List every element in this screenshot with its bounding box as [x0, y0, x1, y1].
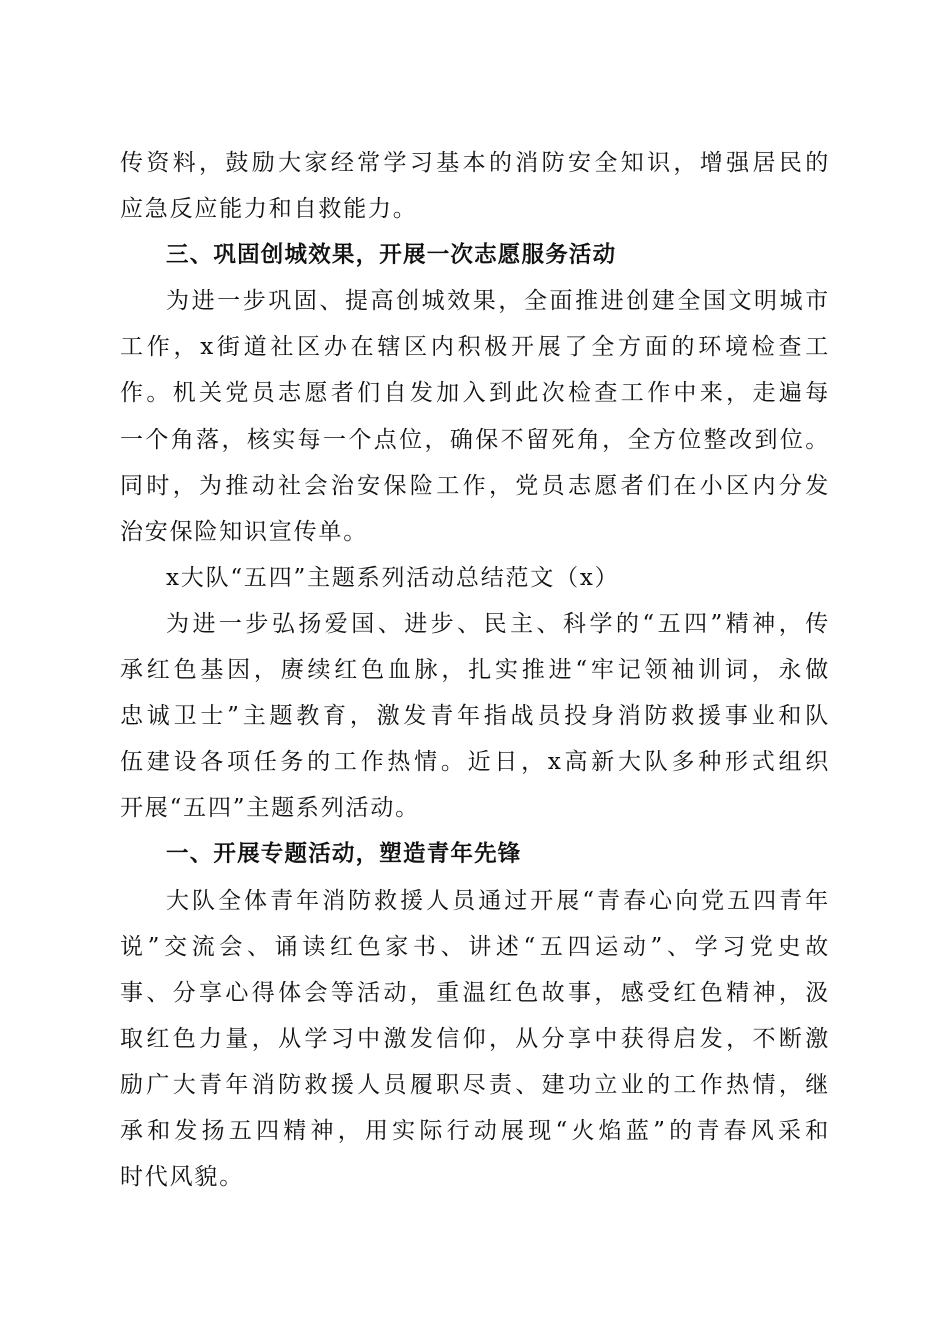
paragraph-intro — [120, 601, 830, 831]
document-body — [120, 140, 830, 1200]
section-heading-one: 一、开展专题活动，塑造青年先锋 — [166, 841, 522, 868]
text-line: 治安保险知识宣传单。 — [120, 518, 368, 545]
section-heading-three: 三、巩固创城效果，开展一次志愿服务活动 — [166, 242, 617, 269]
text-line: 时代风貌。 — [120, 1164, 244, 1191]
text-line: 应急反应能力和自救能力。 — [120, 196, 418, 223]
text-line: 承和发扬五四精神，用实际行动展现“火焰蓝”的青春风采和 — [120, 1117, 830, 1144]
text-line: 作。机关党员志愿者们自发加入到此次检查工作中来，走遍每 — [120, 380, 830, 407]
text-line: 事、分享心得体会等活动，重温红色故事，感受红色精神，汲 — [120, 979, 830, 1006]
text-line: 为进一步弘扬爱国、进步、民主、科学的“五四”精神，传 — [166, 610, 830, 637]
text-line: 同时，为推动社会治安保险工作，党员志愿者们在小区内分发 — [120, 472, 830, 499]
paragraph-continuation — [120, 140, 830, 232]
document-title: x大队“五四”主题系列活动总结范文（x） — [166, 564, 620, 591]
text-line: 大队全体青年消防救援人员通过开展“青春心向党五四青年 — [166, 887, 830, 914]
text-line: 忠诚卫士”主题教育，激发青年指战员投身消防救援事业和队 — [120, 703, 830, 730]
text-line: 工作，x街道社区办在辖区内积极开展了全方面的环境检查工 — [120, 334, 830, 361]
text-line: 承红色基因，赓续红色血脉，扎实推进“牢记领袖训词，永做 — [120, 657, 830, 684]
paragraph-volunteer-service — [120, 278, 830, 555]
text-line: 伍建设各项任务的工作热情。近日，x高新大队多种形式组织 — [120, 749, 830, 776]
text-line: 为进一步巩固、提高创城效果，全面推进创建全国文明城市 — [166, 288, 830, 315]
text-line: 开展“五四”主题系列活动。 — [120, 795, 420, 822]
paragraph-activities — [120, 878, 830, 1201]
text-line: 取红色力量，从学习中激发信仰，从分享中获得启发，不断激 — [120, 1025, 830, 1052]
text-line: 一个角落，核实每一个点位，确保不留死角，全方位整改到位。 — [120, 426, 830, 453]
text-line: 传资料，鼓励大家经常学习基本的消防安全知识，增强居民的 — [120, 150, 830, 176]
text-line: 励广大青年消防救援人员履职尽责、建功立业的工作热情，继 — [120, 1071, 830, 1098]
text-line: 说”交流会、诵读红色家书、讲述“五四运动”、学习党史故 — [120, 933, 830, 960]
